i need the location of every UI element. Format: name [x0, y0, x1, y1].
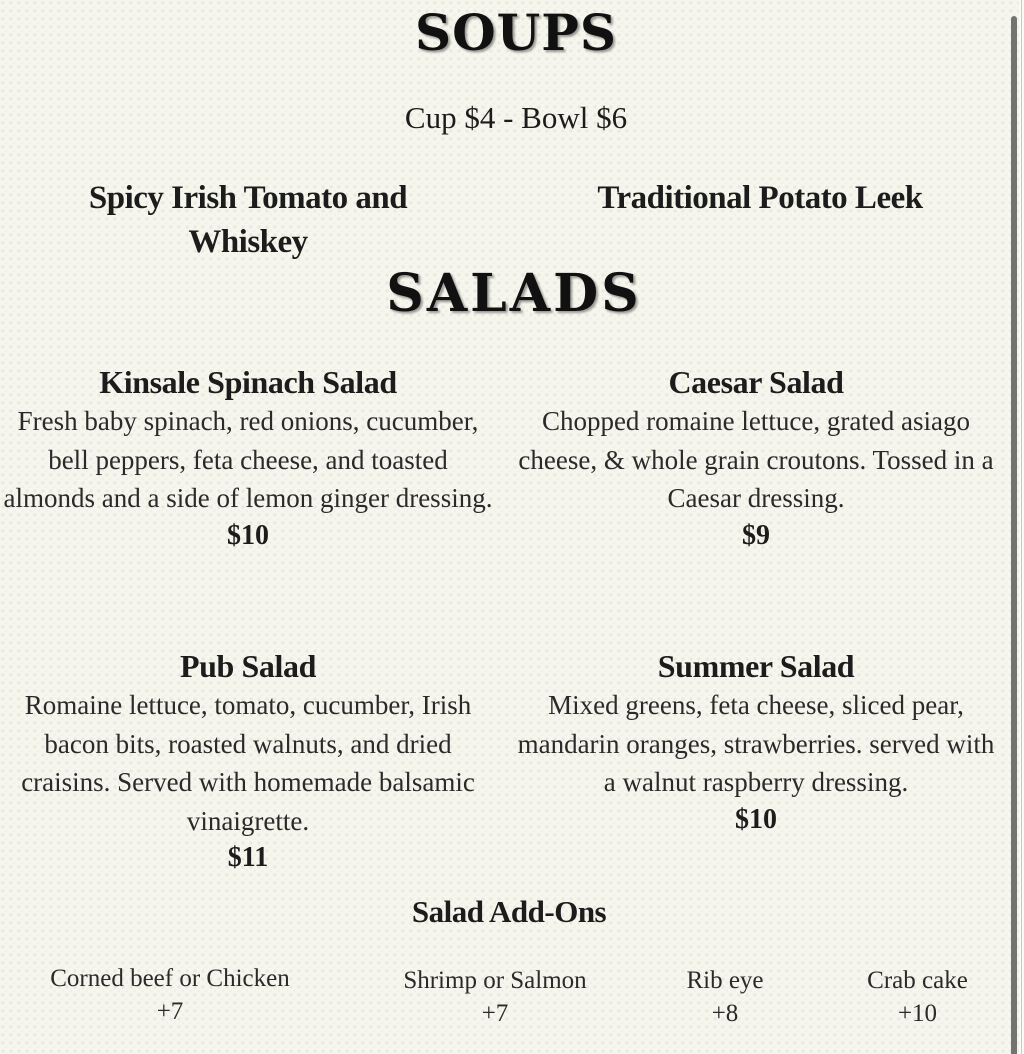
- salad-price: $11: [227, 842, 269, 873]
- salad-name: Kinsale Spinach Salad: [99, 364, 397, 400]
- salad-price: $10: [227, 519, 269, 551]
- soup-item: Traditional Potato Leek: [597, 180, 923, 216]
- soup-item: Spicy Irish Tomato and Whiskey: [88, 180, 408, 260]
- soups-price-line: Cup $4 - Bowl $6: [404, 100, 628, 135]
- salad-item: [3, 362, 493, 554]
- salad-description: Fresh baby spinach, red onions, cucumber, bell peppers, feta cheese, and toasted almonds and a side of lemon ginger dressing.: [3, 406, 493, 513]
- salad-addons-heading: Salad Add-Ons: [411, 894, 607, 929]
- addon-name: Rib eye: [686, 967, 764, 994]
- salad-item: [511, 362, 1001, 554]
- vertical-scrollbar-thumb[interactable]: [1011, 16, 1017, 1054]
- addon-name: Crab cake: [867, 967, 968, 994]
- addon-name: Shrimp or Salmon: [403, 967, 587, 994]
- addon-name: Corned beef or Chicken: [50, 965, 290, 992]
- salad-name: Caesar Salad: [668, 364, 844, 400]
- addon-price: +7: [156, 998, 184, 1025]
- addon-item: [830, 964, 1005, 1030]
- addon-price: +8: [711, 1000, 739, 1027]
- addon-price: +10: [897, 1000, 938, 1027]
- salad-description: Mixed greens, feta cheese, sliced pear, mandarin oranges, strawberries. served with a walnut raspberry dressing.: [517, 690, 995, 797]
- salad-price: $10: [735, 803, 777, 835]
- addon-item: [370, 964, 620, 1030]
- soups-heading: SOUPS: [415, 3, 617, 62]
- salad-item: [3, 646, 493, 876]
- salads-heading: SALADS: [386, 263, 642, 324]
- addon-price: +7: [481, 1000, 509, 1027]
- salad-description: Chopped romaine lettuce, grated asiago cheese, & whole grain croutons. Tossed in a Caesar dressing.: [518, 406, 994, 513]
- addon-item: [650, 964, 800, 1030]
- salad-name: Summer Salad: [657, 648, 855, 684]
- salad-item: [511, 646, 1001, 838]
- right-edge-divider: [1021, 0, 1022, 1054]
- salad-description: Romaine lettuce, tomato, cucumber, Irish bacon bits, roasted walnuts, and dried craisins. Served with homemade balsamic vinaigrette.: [21, 690, 475, 836]
- addon-item: [10, 962, 330, 1028]
- salad-name: Pub Salad: [179, 648, 317, 684]
- salad-price: $9: [742, 519, 770, 551]
